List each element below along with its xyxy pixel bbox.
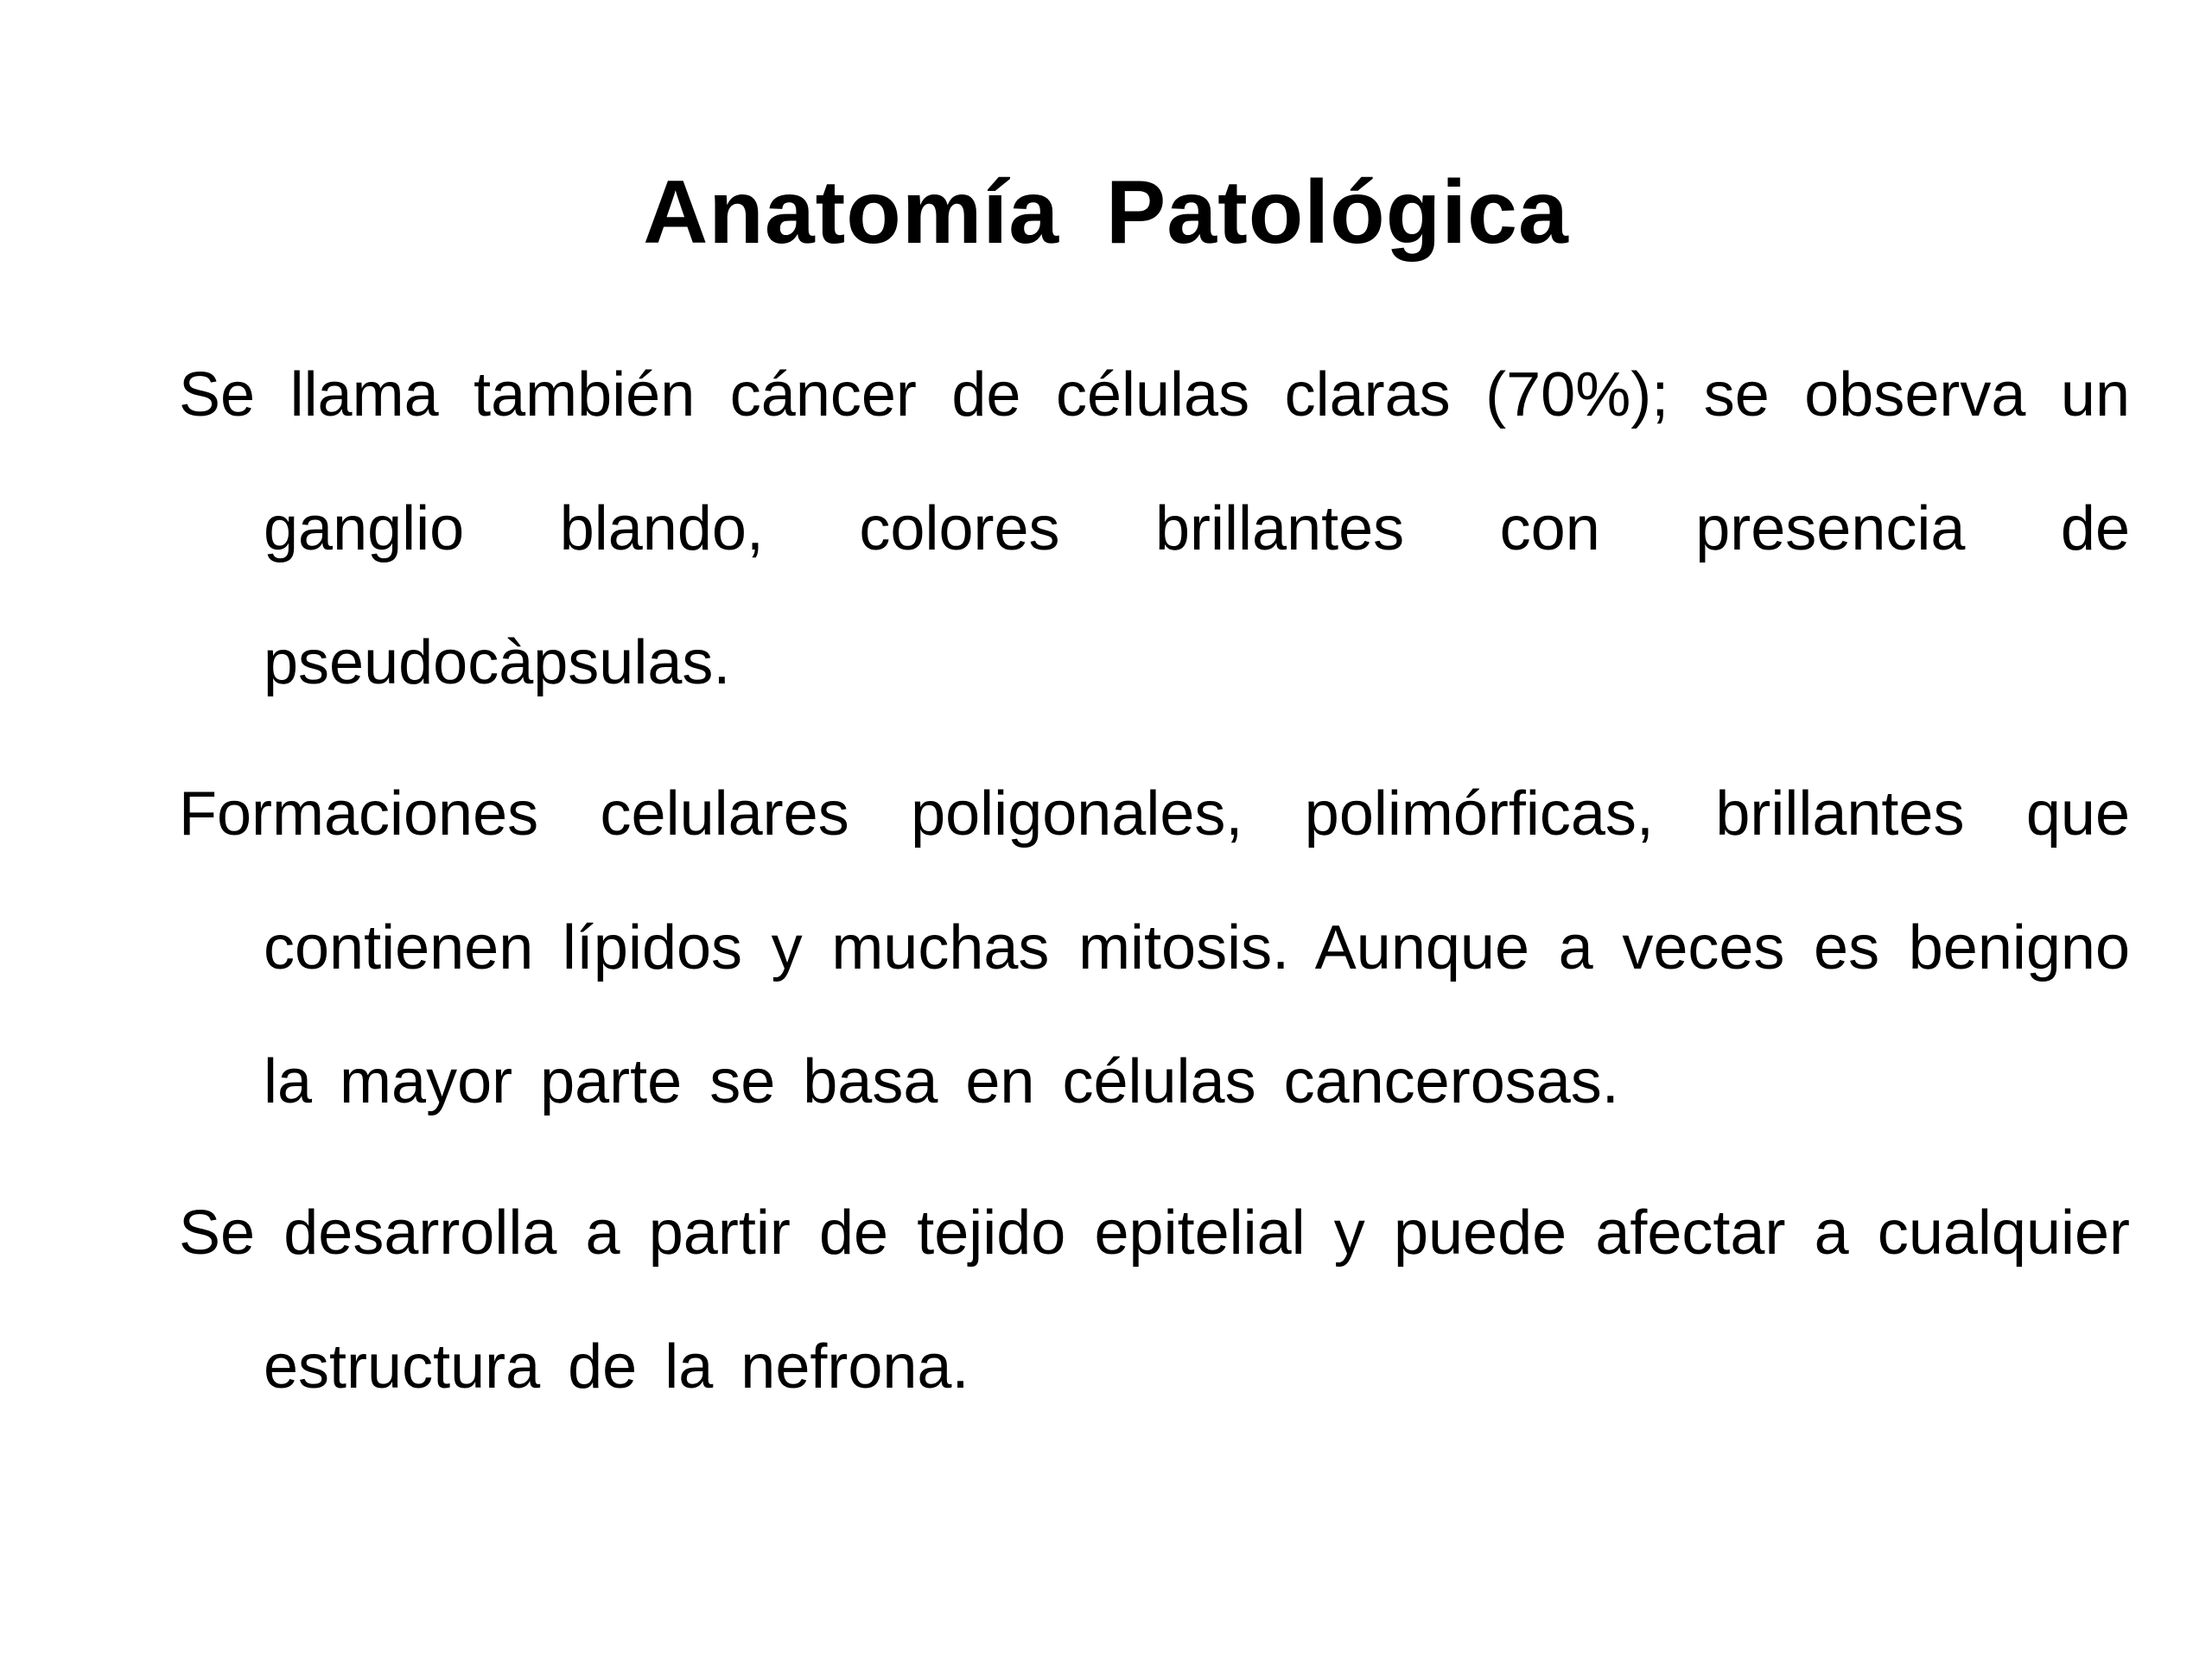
paragraph-cell-formations: Formaciones celulares poligonales, polimórficas, brillantes que contienen lípidos y muchas mitosis. Aunque a veces es benigno la mayor parte se basa en células cancerosas. bbox=[179, 779, 2130, 1116]
slide-title: Anatomía Patológica bbox=[643, 162, 1569, 263]
slide-body bbox=[179, 328, 2130, 1452]
paragraph-epithelial-origin: Se desarrolla a partir de tejido epitelial y puede afectar a cualquier estructura de la nefrona. bbox=[179, 1198, 2130, 1402]
paragraph-clear-cell: Se llama también cáncer de células claras (70%); se observa un ganglio blando, colores brillantes con presencia de pseudocàpsulas. bbox=[179, 360, 2130, 697]
